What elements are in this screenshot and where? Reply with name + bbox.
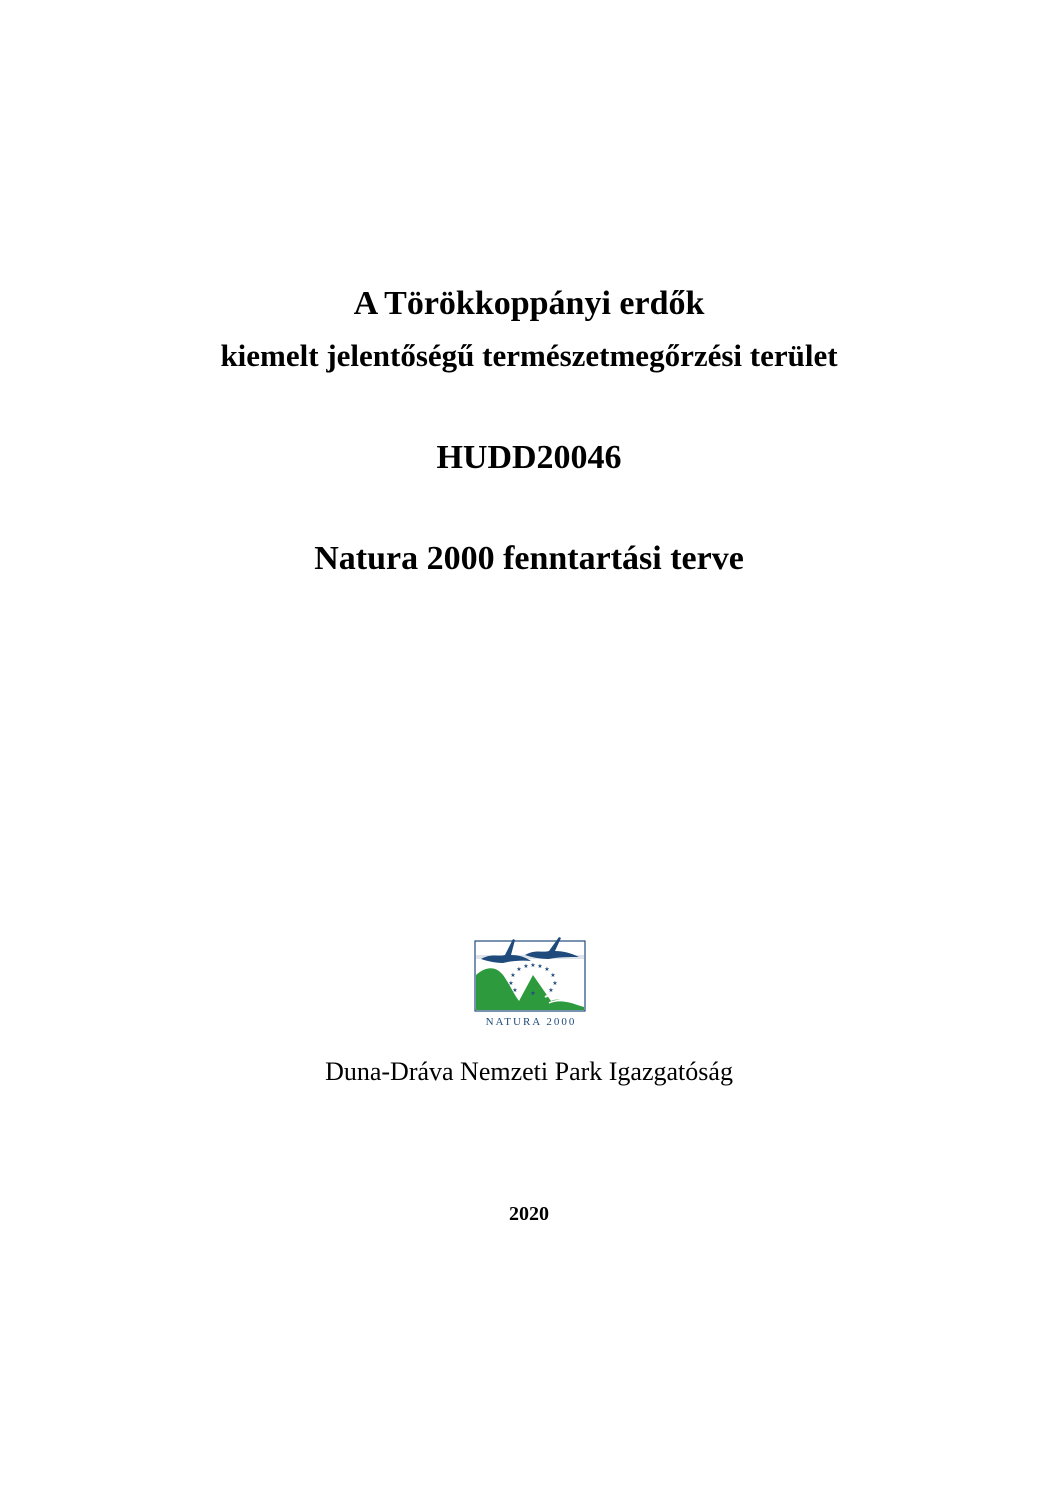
svg-text:★: ★ — [512, 987, 518, 994]
publication-year: 2020 — [509, 1203, 549, 1225]
natura-2000-logo-icon — [473, 935, 589, 1029]
svg-text:★: ★ — [510, 972, 516, 979]
plan-title: Natura 2000 fenntartási terve — [314, 540, 744, 577]
svg-text:★: ★ — [523, 963, 529, 970]
document-title: A Törökkoppányi erdők — [353, 285, 705, 322]
svg-text:★: ★ — [548, 987, 554, 994]
svg-text:★: ★ — [537, 963, 543, 970]
natura-2000-wordmark: NATURA 2000 — [485, 1016, 577, 1028]
svg-text:★: ★ — [550, 972, 556, 979]
svg-text:★: ★ — [530, 962, 536, 969]
svg-text:★: ★ — [544, 966, 550, 973]
organisation-name: Duna-Dráva Nemzeti Park Igazgatóság — [325, 1057, 733, 1086]
document-subtitle: kiemelt jelentőségű természetmegőrzési terület — [220, 338, 838, 373]
svg-text:★: ★ — [530, 990, 536, 997]
svg-text:★: ★ — [516, 966, 522, 973]
svg-text:★: ★ — [552, 980, 558, 987]
svg-text:★: ★ — [508, 980, 514, 987]
site-code: HUDD20046 — [436, 439, 622, 476]
natura-2000-logo — [473, 935, 589, 1029]
